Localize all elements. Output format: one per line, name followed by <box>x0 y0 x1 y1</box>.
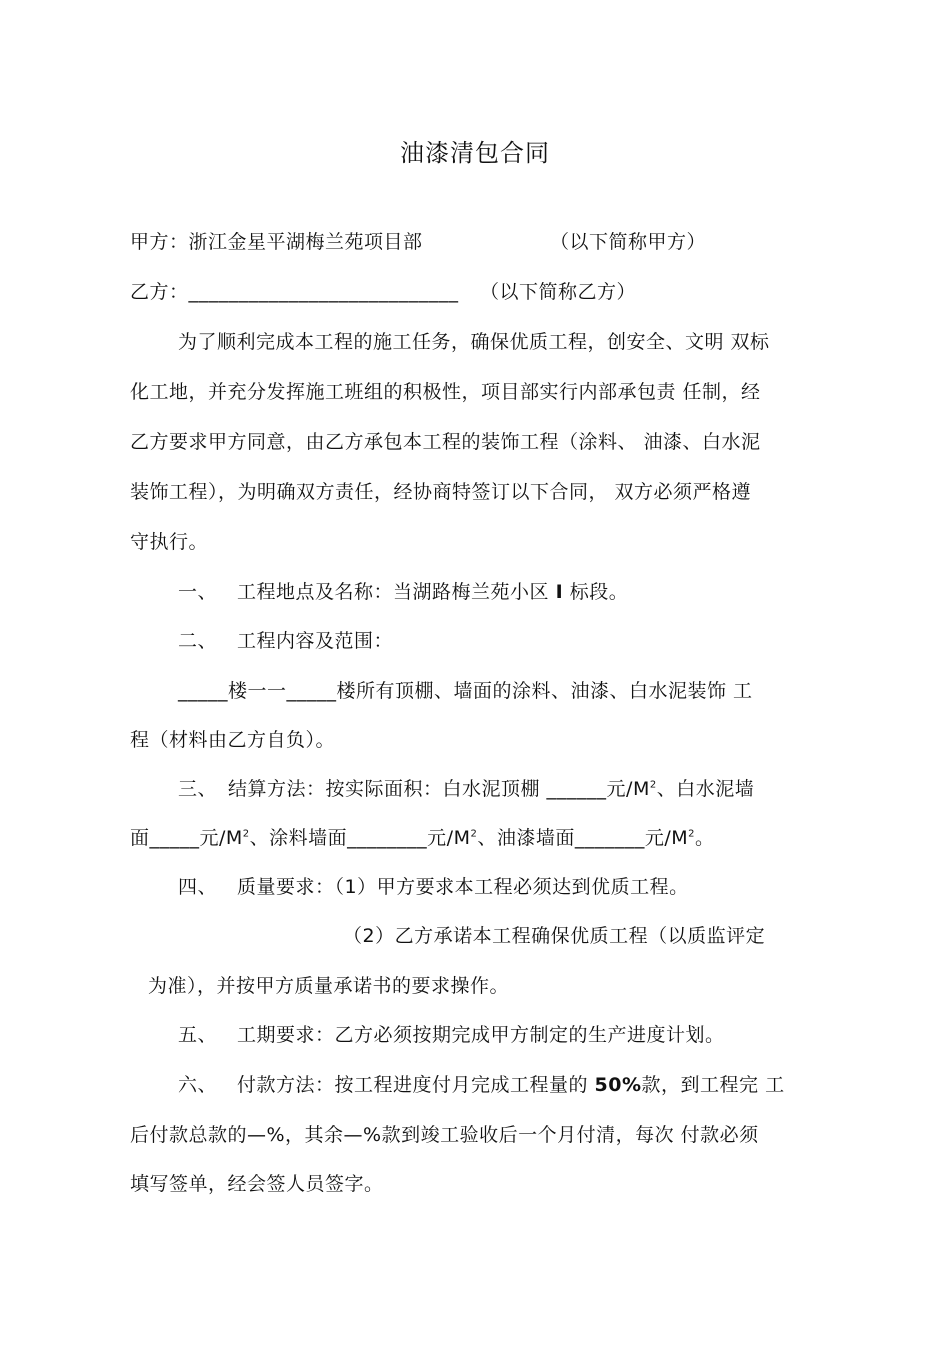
section-4 <box>178 874 689 900</box>
section-3-line: 面_____元$/M^2$、涂料墙面________元$/M^2$、油漆墙面_______元$/M^2$。 <box>130 827 715 849</box>
intro-line: 为了顺利完成本工程的施工任务，确保优质工程，创安全、文明 双标 <box>178 331 770 353</box>
section-3 <box>178 776 755 802</box>
document-title: 油漆清包合同 <box>400 139 550 167</box>
section-5-text: 工期要求：乙方必须按期完成甲方制定的生产进度计划。 <box>237 1024 725 1046</box>
section-6-line: 填写签单，经会签人员签字。 <box>130 1173 384 1195</box>
section-2-text: 工程内容及范围： <box>237 630 394 652</box>
intro-line: 装饰工程），为明确双方责任，经协商特签订以下合同， 双方必须严格遵 <box>130 481 752 503</box>
section-4-line: （2）乙方承诺本工程确保优质工程（以质监评定 <box>343 925 766 947</box>
party-a-note: （以下简称甲方） <box>550 231 707 253</box>
party-b-label: 乙方： <box>130 281 189 303</box>
party-a-label: 甲方：浙江金星平湖梅兰苑项目部 <box>130 231 423 253</box>
section-1-mark: I <box>555 581 564 603</box>
section-2-line: 程（材料由乙方自负）。 <box>130 729 336 751</box>
section-number: 一、 <box>178 581 218 603</box>
intro-line: 乙方要求甲方同意，由乙方承包本工程的装饰工程（涂料、 油漆、白水泥 <box>130 431 761 453</box>
section-6 <box>178 1072 785 1098</box>
section-3-text: 结算方法：按实际面积：白水泥顶棚 ______元$/M^2$、白水泥墙 <box>228 778 755 800</box>
section-2 <box>178 628 394 654</box>
section-number: 二、 <box>178 630 218 652</box>
section-number: 四、 <box>178 876 218 898</box>
intro-line: 守执行。 <box>130 531 209 553</box>
section-6-line: 后付款总款的—%，其余—%款到竣工验收后一个月付清，每次 付款必须 <box>130 1124 759 1146</box>
section-6-text: 付款方法：按工程进度付月完成工程量的 50%款，到工程完 工 <box>237 1074 785 1096</box>
section-4-line: 为准），并按甲方质量承诺书的要求操作。 <box>148 975 510 997</box>
section-1-text: 工程地点及名称：当湖路梅兰苑小区 I 标段。 <box>237 581 629 603</box>
party-b-note: （以下简称乙方） <box>480 281 637 303</box>
section-5 <box>178 1022 725 1048</box>
party-b-blank: ___________________________ <box>188 281 459 303</box>
section-number: 六、 <box>178 1074 218 1096</box>
section-2-line: _____楼一一_____楼所有顶棚、墙面的涂料、油漆、白水泥装饰 工 <box>178 680 753 702</box>
section-number: 五、 <box>178 1024 218 1046</box>
section-4-text: 质量要求：（1）甲方要求本工程必须达到优质工程。 <box>237 876 689 898</box>
party-a-line <box>130 229 707 255</box>
party-b-line <box>130 279 637 305</box>
section-1 <box>178 579 629 605</box>
section-number: 三、 <box>178 778 218 800</box>
intro-line: 化工地，并充分发挥施工班组的积极性，项目部实行内部承包责 任制，经 <box>130 381 761 403</box>
